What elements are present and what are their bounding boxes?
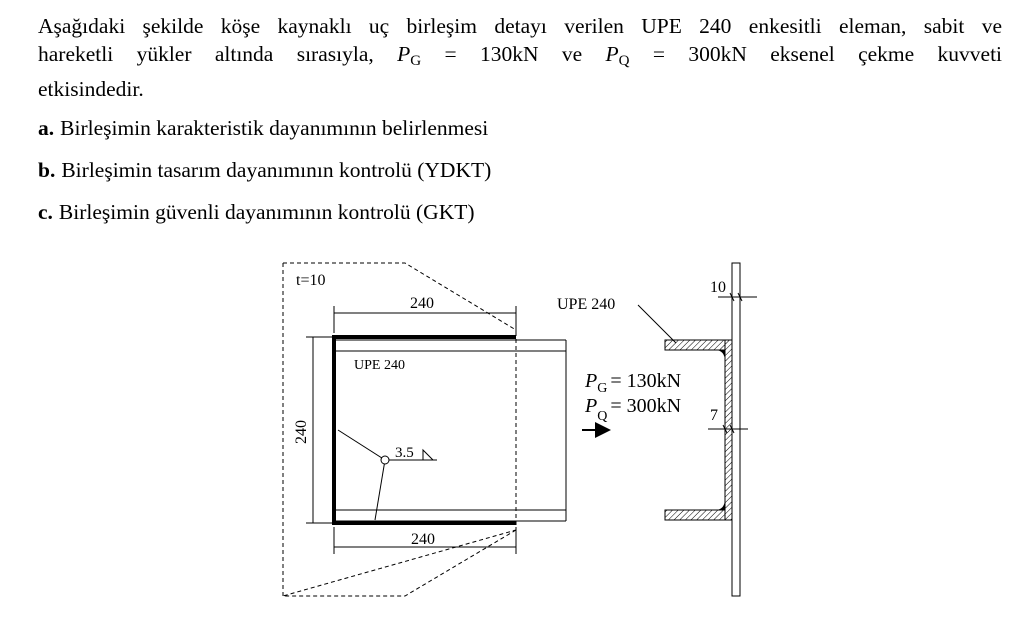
section-view xyxy=(557,263,757,596)
fillet-weld-symbol xyxy=(423,450,433,460)
section-pq-subscript: Q xyxy=(597,409,608,424)
weld-leader-1 xyxy=(338,430,385,460)
left-dimension-label: 240 xyxy=(293,420,310,444)
weld-all-around-symbol xyxy=(381,456,389,464)
weld-size-label: 3.5 xyxy=(395,445,414,461)
section-pq-label xyxy=(584,395,681,424)
problem-line-3: etkisindedir. xyxy=(38,76,144,101)
section-profile-label: UPE 240 xyxy=(557,296,616,313)
item-letter: b. xyxy=(38,158,56,182)
plan-view xyxy=(283,263,566,596)
top-dimension-label: 240 xyxy=(410,295,434,312)
item-letter: a. xyxy=(38,116,55,140)
pg-symbol: P xyxy=(397,42,411,66)
section-pg-subscript: G xyxy=(597,381,608,396)
pq-value: = 300kN xyxy=(652,42,747,66)
upe-top-fillet xyxy=(715,350,725,362)
item-text: Birleşimin karakteristik dayanımının belirlenmesi xyxy=(60,116,489,140)
weld-leader-2 xyxy=(375,460,385,520)
problem-line-2-suffix: eksenel çekme kuvveti xyxy=(770,42,1003,66)
plate-thickness-label: t=10 xyxy=(296,272,326,289)
pq-symbol: P xyxy=(605,42,619,66)
item-letter: c. xyxy=(38,200,53,224)
item-text: Birleşimin tasarım dayanımının kontrolü (YDKT) xyxy=(61,158,492,182)
item-text: Birleşimin güvenli dayanımının kontrolü (GKT) xyxy=(58,200,475,224)
problem-line-2-prefix: hareketli yükler altında sırasıyla, xyxy=(38,42,374,66)
and-word: ve xyxy=(561,42,583,66)
pg-subscript: G xyxy=(410,52,422,69)
pg-value: = 130kN xyxy=(444,42,539,66)
problem-line-1: Aşağıdaki şekilde köşe kaynaklı uç birleşim detayı verilen UPE 240 enkesitli eleman, sabit ve xyxy=(38,14,1002,38)
plan-profile-label: UPE 240 xyxy=(354,358,405,373)
upe-bottom-flange xyxy=(665,510,725,520)
section-pg-symbol: P xyxy=(585,370,598,392)
section-pq-symbol: P xyxy=(585,395,598,417)
profile-leader-line xyxy=(638,305,676,343)
section-pg-value: = 130kN xyxy=(610,370,682,392)
web-thickness-dim-label: 7 xyxy=(710,407,718,424)
bottom-dimension-label: 240 xyxy=(411,531,435,548)
section-pg-label xyxy=(584,370,681,396)
pq-subscript: Q xyxy=(618,52,630,69)
plate-thickness-dim-label: 10 xyxy=(710,279,726,296)
section-pq-value: = 300kN xyxy=(610,395,682,417)
upe-bottom-fillet xyxy=(715,498,725,510)
